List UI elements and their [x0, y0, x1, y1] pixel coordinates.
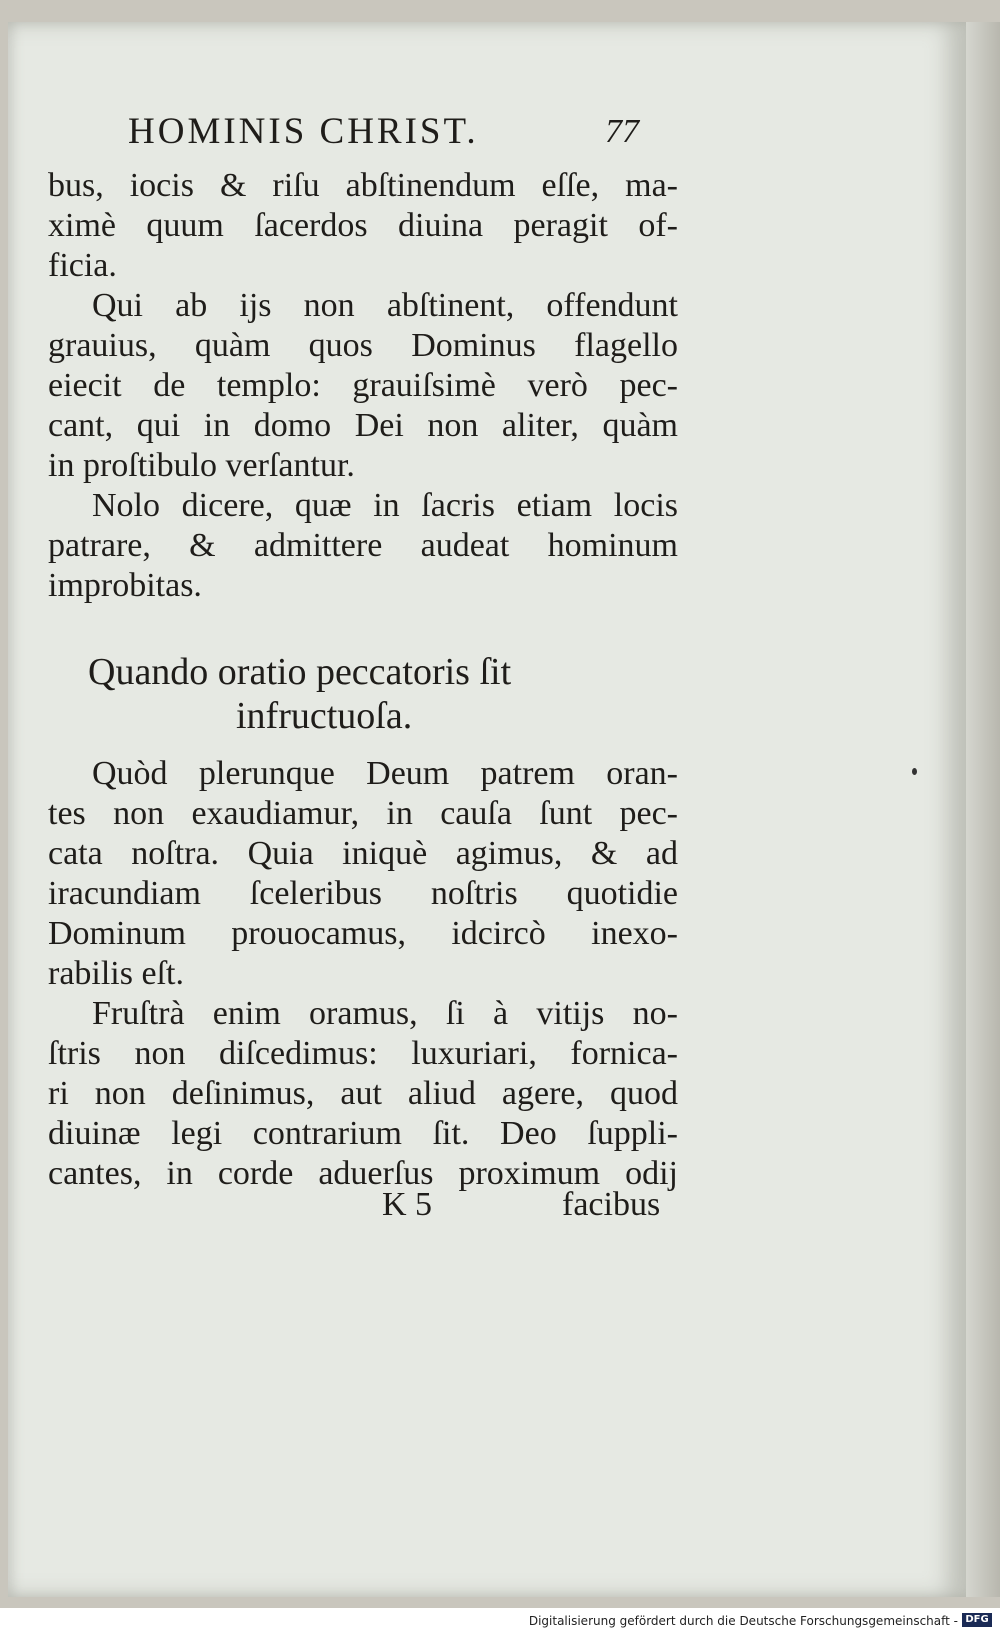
- text-line: Nolo dicere, quæ in ſacris etiam locis: [92, 487, 678, 524]
- catchword: facibus: [562, 1186, 661, 1223]
- text-line: grauius, quàm quos Dominus flagello: [48, 327, 678, 364]
- signature-mark: K 5: [382, 1186, 433, 1223]
- dfg-logo: DFG: [962, 1613, 992, 1627]
- text-line: Fruſtrà enim oramus, ſi à vitijs no-: [92, 995, 678, 1032]
- text-line: ximè quum ſacerdos diuina peragit of-: [48, 207, 678, 244]
- text-line: ficia.: [48, 247, 117, 284]
- text-line: Quòd plerunque Deum patrem oran-: [92, 755, 678, 792]
- footer-credit: Digitalisierung gefördert durch die Deutsche Forschungsgemeinschaft -: [528, 1614, 958, 1628]
- text-line: ſtris non diſcedimus: luxuriari, fornica-: [48, 1035, 678, 1072]
- page-edge: [966, 22, 1000, 1597]
- running-head: HOMINIS CHRIST.: [128, 111, 479, 152]
- ink-speck: [912, 768, 917, 775]
- text-line: improbitas.: [48, 567, 202, 604]
- text-line: bus, iocis & riſu abſtinendum eſſe, ma-: [48, 167, 678, 204]
- text-line: tes non exaudiamur, in cauſa ſunt pec-: [48, 795, 678, 832]
- text-line: eiecit de templo: grauiſsimè verò pec-: [48, 367, 678, 404]
- text-line: in proſtibulo verſantur.: [48, 447, 355, 484]
- text-line: Dominum prouocamus, idcircò inexo-: [48, 915, 678, 952]
- text-line: rabilis eſt.: [48, 955, 184, 992]
- text-line: cata noſtra. Quia iniquè agimus, & ad: [48, 835, 678, 872]
- text-line: cant, qui in domo Dei non aliter, quàm: [48, 407, 678, 444]
- text-line: patrare, & admittere audeat hominum: [48, 527, 678, 564]
- page-number: 77: [605, 113, 639, 150]
- text-line: iracundiam ſceleribus noſtris quotidie: [48, 875, 678, 912]
- text-line: diuinæ legi contrarium ſit. Deo ſuppli-: [48, 1115, 678, 1152]
- text-line: Qui ab ijs non abſtinent, offendunt: [92, 287, 678, 324]
- section-heading-line2: infructuoſa.: [236, 695, 413, 737]
- text-line: cantes, in corde aduerſus proximum odij: [48, 1155, 678, 1192]
- section-heading-line1: Quando oratio peccatoris ſit: [88, 651, 512, 693]
- text-line: ri non deſinimus, aut aliud agere, quod: [48, 1075, 678, 1112]
